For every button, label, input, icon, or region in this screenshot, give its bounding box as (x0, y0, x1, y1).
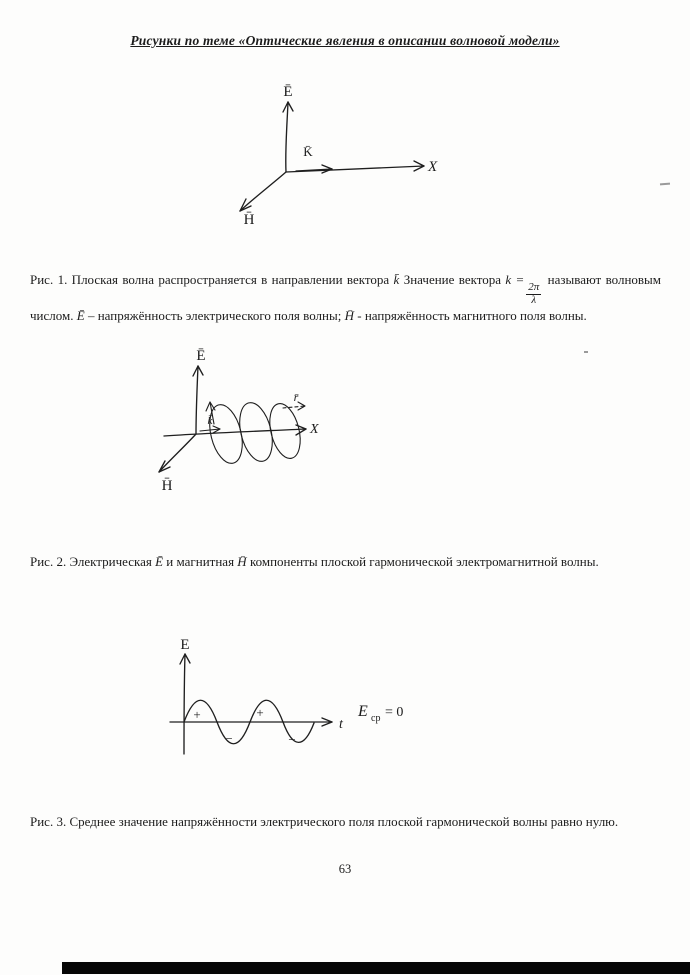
page-title: Рисунки по теме «Оптические явления в описании волновой модели» (130, 33, 560, 48)
fig1-h-axis (240, 172, 286, 211)
fig2-e-axis (193, 366, 203, 434)
fig1-caption-k-equals: k = (505, 272, 525, 287)
fig1-caption-e-vector: Ē (76, 308, 85, 324)
fig1-caption-text-2: Значение вектора (399, 272, 506, 287)
figure-3-caption: Рис. 3. Среднее значение напряжённости электрического поля плоской гармонической волны равно нулю. (30, 814, 619, 829)
fig1-caption-h-vector: H̄ (344, 308, 354, 324)
figure-1-diagram (208, 76, 448, 236)
figure-1-caption (30, 270, 661, 326)
fraction-denominator: λ (531, 293, 537, 306)
fig1-caption-text-5: - напряжённость магнитного поля волны. (353, 308, 587, 324)
fig3-minus-sign-1: − (225, 731, 233, 746)
fig2-r-label: r̄ (293, 390, 299, 404)
fig2-caption-e-vector: Ē (155, 554, 164, 569)
fig1-e-label: Ē (283, 84, 293, 100)
fig3-e-average-base: E (358, 703, 368, 720)
fig3-average-value-annotation (357, 703, 403, 724)
scan-artifact (584, 351, 588, 353)
fig2-h-label: H̄ (161, 478, 173, 494)
fig3-e-label: E (180, 637, 190, 653)
fig1-h-label: H̄ (243, 212, 255, 228)
fig2-caption-text-2: и магнитная (163, 554, 238, 569)
fig2-e-label: Ē (196, 348, 206, 364)
figure-2-diagram (138, 344, 338, 514)
fig3-t-label: t (339, 717, 343, 732)
fig2-h-axis (159, 434, 196, 472)
fig3-e-average-subscript: ср (371, 713, 381, 724)
fig2-caption-text-1: Рис. 2. Электрическая (30, 554, 156, 569)
fig2-k-label: k̄ (207, 415, 213, 427)
fig2-caption-text-3: компоненты плоской гармонической электромагнитной волны. (246, 554, 599, 569)
fig3-e-axis (180, 654, 190, 754)
figure-3-diagram (152, 628, 452, 778)
fig2-x-label: X (310, 422, 319, 437)
fig1-caption-text-3: называют волновым числом. (30, 272, 662, 324)
fig2-x-axis (164, 425, 306, 436)
fig3-e-average-equals-zero: = 0 (385, 705, 404, 720)
scan-artifact-bar (62, 962, 690, 974)
fig1-caption-text-1: Рис. 1. Плоская волна распространяется в направлении вектора (30, 272, 394, 287)
fig2-caption-h-vector: H̄ (237, 554, 247, 569)
fig1-caption-k-vector: k̄ (393, 272, 400, 287)
fig1-x-label: X (428, 159, 438, 175)
scan-artifact (660, 183, 670, 186)
fig3-plus-sign-2: + (256, 705, 264, 720)
fraction-numerator: 2π (528, 281, 540, 293)
figure-2-caption (30, 552, 661, 572)
fig1-e-axis (283, 102, 293, 172)
fig3-minus-sign-2: − (288, 732, 296, 747)
fraction-2pi-over-lambda (526, 282, 541, 306)
fig3-plus-sign-1: + (193, 707, 201, 722)
fig1-k-label: K̄ (303, 144, 313, 159)
fig1-caption-text-4: – напряжённость электрического поля волны; (84, 308, 345, 324)
page-number: 63 (338, 862, 352, 876)
